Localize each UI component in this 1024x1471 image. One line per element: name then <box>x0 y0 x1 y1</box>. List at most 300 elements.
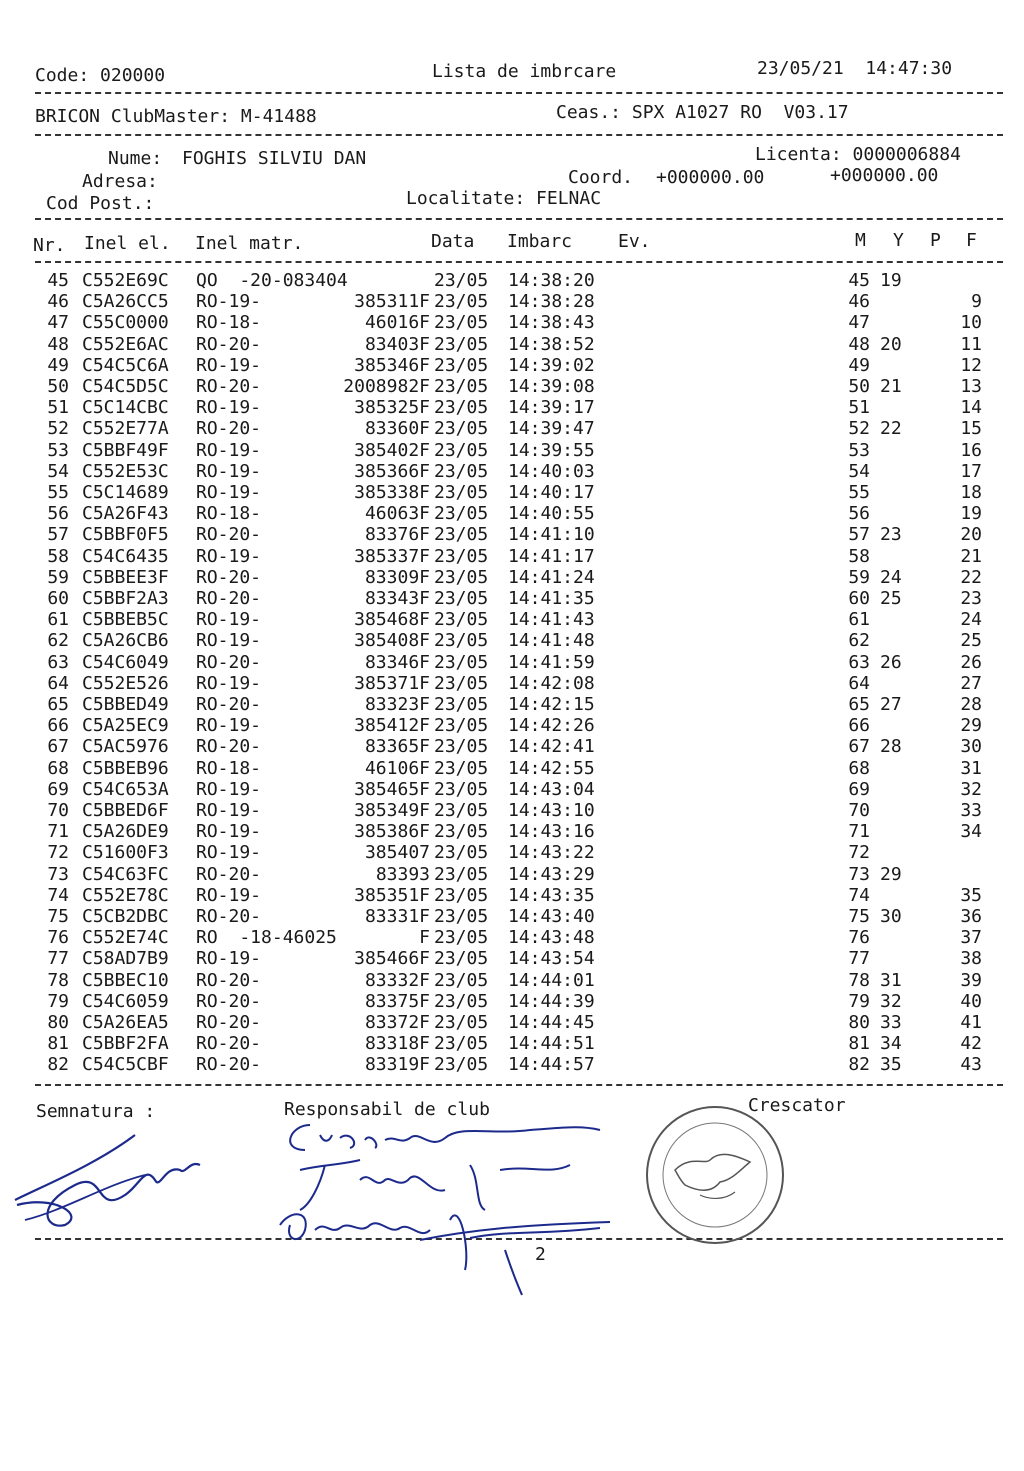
row-inel-el: C54C6435 <box>82 545 169 567</box>
table-row <box>0 482 1024 503</box>
table-row <box>0 546 1024 567</box>
row-date: 23/05 <box>434 1054 489 1076</box>
row-series: RO-20- <box>196 1033 262 1055</box>
row-time: 14:42:41 <box>508 736 595 758</box>
col-m: M <box>855 230 866 251</box>
license-number: Licenta: 0000006884 <box>755 144 961 165</box>
row-ring-number: 385386F <box>354 821 430 843</box>
table-row <box>0 630 1024 651</box>
row-series: RO-20- <box>196 863 262 885</box>
row-y: 22 <box>880 418 902 440</box>
row-m: 63 <box>848 651 870 673</box>
row-f: 36 <box>960 906 982 927</box>
row-f: 10 <box>960 312 982 334</box>
col-y: Y <box>893 230 904 251</box>
row-inel-el: C5A26EA5 <box>82 1012 169 1033</box>
row-time: 14:42:08 <box>508 672 595 694</box>
row-m: 51 <box>848 397 870 419</box>
row-nr: 45 <box>47 270 69 291</box>
row-nr: 67 <box>47 736 69 758</box>
row-nr: 73 <box>47 863 69 885</box>
table-row <box>0 948 1024 969</box>
row-ring-number: 385346F <box>354 354 430 376</box>
row-f: 15 <box>960 418 982 440</box>
row-time: 14:43:40 <box>508 906 595 927</box>
page-number: 2 <box>535 1244 546 1265</box>
row-ring-number: 385466F <box>354 948 430 970</box>
row-nr: 47 <box>47 312 69 334</box>
row-f: 35 <box>960 884 982 906</box>
row-nr: 63 <box>47 651 69 673</box>
row-nr: 49 <box>47 354 69 376</box>
row-m: 73 <box>848 863 870 885</box>
row-ring-number: 385412F <box>354 715 430 737</box>
row-f: 40 <box>960 990 982 1012</box>
row-series: RO-19- <box>196 397 262 419</box>
row-nr: 81 <box>47 1033 69 1055</box>
row-date: 23/05 <box>434 821 489 843</box>
row-m: 82 <box>848 1054 870 1076</box>
row-nr: 78 <box>47 969 69 991</box>
row-date: 23/05 <box>434 969 489 991</box>
row-series: RO-20- <box>196 588 262 609</box>
row-date: 23/05 <box>434 270 489 291</box>
row-date: 23/05 <box>434 376 489 397</box>
row-inel-el: C5A25EC9 <box>82 715 169 737</box>
row-date: 23/05 <box>434 609 489 631</box>
row-nr: 70 <box>47 800 69 821</box>
row-m: 53 <box>848 439 870 461</box>
table-row <box>0 1033 1024 1054</box>
row-time: 14:39:02 <box>508 354 595 376</box>
row-inel-el: C54C5C6A <box>82 354 169 376</box>
row-nr: 75 <box>47 906 69 927</box>
row-inel-el: C552E78C <box>82 884 169 906</box>
table-row <box>0 1054 1024 1075</box>
row-inel-el: C54C6059 <box>82 990 169 1012</box>
col-imbarc: Imbarc <box>507 231 573 252</box>
row-time: 14:43:04 <box>508 778 595 800</box>
divider <box>35 218 1003 220</box>
row-series: RO-20- <box>196 651 262 673</box>
row-time: 14:43:35 <box>508 884 595 906</box>
row-time: 14:44:39 <box>508 990 595 1012</box>
row-date: 23/05 <box>434 715 489 737</box>
row-date: 23/05 <box>434 672 489 694</box>
row-ring-number: 385349F <box>354 800 430 821</box>
row-series: QO -20-083404 <box>196 270 348 291</box>
row-series: RO-20- <box>196 524 262 546</box>
col-inel-matr: Inel matr. <box>195 233 304 254</box>
row-f: 14 <box>960 397 982 419</box>
row-ring-number: 385337F <box>354 545 430 567</box>
row-ring-number: 46016F <box>364 312 430 334</box>
row-time: 14:39:47 <box>508 418 595 440</box>
table-row <box>0 291 1024 312</box>
table-row <box>0 270 1024 291</box>
clock-id: Ceas.: SPX A1027 RO V03.17 <box>556 102 849 123</box>
row-series: RO-19- <box>196 482 262 503</box>
row-series: RO -18-46025 <box>196 927 337 949</box>
row-series: RO-20- <box>196 566 262 588</box>
row-nr: 62 <box>47 630 69 652</box>
row-m: 50 <box>848 376 870 397</box>
row-inel-el: C5A26DE9 <box>82 821 169 843</box>
row-inel-el: C5A26CB6 <box>82 630 169 652</box>
row-date: 23/05 <box>434 1033 489 1055</box>
coord-latitude: +000000.00 <box>656 167 765 188</box>
row-ring-number: 46106F <box>364 757 430 779</box>
row-m: 72 <box>848 842 870 864</box>
col-inel-el: Inel el. <box>84 233 171 254</box>
row-series: RO-20- <box>196 969 262 991</box>
row-ring-number: 83319F <box>364 1054 430 1076</box>
table-row <box>0 736 1024 757</box>
row-inel-el: C5BBF2A3 <box>82 588 169 609</box>
row-date: 23/05 <box>434 906 489 927</box>
row-f: 11 <box>960 333 982 355</box>
row-inel-el: C552E6AC <box>82 333 169 355</box>
row-f: 18 <box>960 482 982 503</box>
table-row <box>0 503 1024 524</box>
row-date: 23/05 <box>434 291 489 313</box>
row-ring-number: 83309F <box>364 566 430 588</box>
col-nr: Nr. <box>33 235 66 256</box>
locality: Localitate: FELNAC <box>406 188 602 209</box>
row-f: 16 <box>960 439 982 461</box>
club-responsible-signatures <box>270 1110 630 1300</box>
table-row <box>0 821 1024 842</box>
row-ring-number: 83393 <box>375 863 430 885</box>
clubmaster-id: BRICON ClubMaster: M-41488 <box>35 106 317 127</box>
row-ring-number: 385325F <box>354 397 430 419</box>
row-f: 29 <box>960 715 982 737</box>
row-f: 13 <box>960 376 982 397</box>
row-nr: 59 <box>47 566 69 588</box>
row-f: 19 <box>960 503 982 525</box>
row-m: 59 <box>848 566 870 588</box>
row-series: RO-19- <box>196 545 262 567</box>
row-inel-el: C5AC5976 <box>82 736 169 758</box>
col-ev: Ev. <box>618 231 651 252</box>
row-inel-el: C5BBF2FA <box>82 1033 169 1055</box>
table-row <box>0 927 1024 948</box>
row-time: 14:39:08 <box>508 376 595 397</box>
row-nr: 65 <box>47 694 69 715</box>
table-row <box>0 842 1024 863</box>
row-time: 14:42:55 <box>508 757 595 779</box>
row-ring-number: 385351F <box>354 884 430 906</box>
row-nr: 76 <box>47 927 69 949</box>
row-m: 71 <box>848 821 870 843</box>
row-m: 49 <box>848 354 870 376</box>
owner-name: FOGHIS SILVIU DAN <box>182 148 367 169</box>
row-series: RO-20- <box>196 736 262 758</box>
row-series: RO-20- <box>196 333 262 355</box>
row-time: 14:43:10 <box>508 800 595 821</box>
row-m: 54 <box>848 460 870 482</box>
coord-label: Coord. <box>568 167 634 188</box>
row-y: 24 <box>880 566 902 588</box>
code-label: Code: 020000 <box>35 65 166 86</box>
table-row <box>0 312 1024 333</box>
print-datetime: 23/05/21 14:47:30 <box>757 58 953 79</box>
table-row <box>0 991 1024 1012</box>
row-nr: 50 <box>47 376 69 397</box>
row-series: RO-20- <box>196 906 262 927</box>
row-date: 23/05 <box>434 927 489 949</box>
row-f: 27 <box>960 672 982 694</box>
row-m: 65 <box>848 694 870 715</box>
row-series: RO-20- <box>196 1054 262 1076</box>
row-nr: 55 <box>47 482 69 503</box>
row-series: RO-19- <box>196 715 262 737</box>
row-ring-number: 385371F <box>354 672 430 694</box>
table-row <box>0 970 1024 991</box>
table-row <box>0 334 1024 355</box>
row-m: 68 <box>848 757 870 779</box>
row-f: 22 <box>960 566 982 588</box>
divider <box>35 261 1003 263</box>
table-row <box>0 397 1024 418</box>
row-m: 67 <box>848 736 870 758</box>
row-m: 57 <box>848 524 870 546</box>
row-ring-number: 385407 <box>364 842 430 864</box>
row-m: 69 <box>848 778 870 800</box>
row-f: 38 <box>960 948 982 970</box>
row-series: RO-18- <box>196 312 262 334</box>
row-time: 14:43:29 <box>508 863 595 885</box>
row-date: 23/05 <box>434 312 489 334</box>
row-nr: 53 <box>47 439 69 461</box>
row-date: 23/05 <box>434 800 489 821</box>
row-inel-el: C5BBEB5C <box>82 609 169 631</box>
row-nr: 77 <box>47 948 69 970</box>
row-f: 9 <box>971 291 982 313</box>
row-f: 39 <box>960 969 982 991</box>
row-ring-number: 83365F <box>364 736 430 758</box>
row-inel-el: C5BBED6F <box>82 800 169 821</box>
row-f: 20 <box>960 524 982 546</box>
club-stamp <box>640 1100 790 1250</box>
row-nr: 61 <box>47 609 69 631</box>
row-nr: 74 <box>47 884 69 906</box>
table-row <box>0 864 1024 885</box>
row-m: 58 <box>848 545 870 567</box>
row-m: 79 <box>848 990 870 1012</box>
row-ring-number: 385311F <box>354 291 430 313</box>
row-f: 41 <box>960 1012 982 1033</box>
row-time: 14:43:16 <box>508 821 595 843</box>
row-nr: 72 <box>47 842 69 864</box>
table-row <box>0 673 1024 694</box>
row-f: 43 <box>960 1054 982 1076</box>
row-ring-number: 46063F <box>364 503 430 525</box>
row-date: 23/05 <box>434 884 489 906</box>
row-nr: 64 <box>47 672 69 694</box>
row-time: 14:41:10 <box>508 524 595 546</box>
row-nr: 56 <box>47 503 69 525</box>
row-ring-number: F <box>419 927 430 949</box>
row-f: 21 <box>960 545 982 567</box>
row-date: 23/05 <box>434 333 489 355</box>
table-row <box>0 567 1024 588</box>
row-time: 14:41:35 <box>508 588 595 609</box>
row-date: 23/05 <box>434 503 489 525</box>
row-y: 31 <box>880 969 902 991</box>
row-date: 23/05 <box>434 482 489 503</box>
row-ring-number: 83376F <box>364 524 430 546</box>
table-row <box>0 779 1024 800</box>
table-row <box>0 694 1024 715</box>
row-f: 30 <box>960 736 982 758</box>
row-f: 28 <box>960 694 982 715</box>
row-nr: 69 <box>47 778 69 800</box>
row-m: 70 <box>848 800 870 821</box>
row-date: 23/05 <box>434 842 489 864</box>
row-ring-number: 83331F <box>364 906 430 927</box>
row-y: 29 <box>880 863 902 885</box>
row-series: RO-19- <box>196 778 262 800</box>
row-time: 14:38:43 <box>508 312 595 334</box>
row-y: 35 <box>880 1054 902 1076</box>
row-time: 14:39:17 <box>508 397 595 419</box>
row-m: 46 <box>848 291 870 313</box>
row-f: 12 <box>960 354 982 376</box>
row-inel-el: C552E77A <box>82 418 169 440</box>
row-y: 32 <box>880 990 902 1012</box>
document-title: Lista de imbrcare <box>432 61 617 82</box>
divider <box>35 1084 1003 1086</box>
row-series: RO-19- <box>196 884 262 906</box>
row-inel-el: C5A26F43 <box>82 503 169 525</box>
table-row <box>0 418 1024 439</box>
row-nr: 71 <box>47 821 69 843</box>
row-m: 75 <box>848 906 870 927</box>
row-time: 14:42:26 <box>508 715 595 737</box>
row-series: RO-19- <box>196 821 262 843</box>
row-inel-el: C552E526 <box>82 672 169 694</box>
row-y: 26 <box>880 651 902 673</box>
table-row <box>0 758 1024 779</box>
row-y: 28 <box>880 736 902 758</box>
row-m: 64 <box>848 672 870 694</box>
row-inel-el: C552E69C <box>82 270 169 291</box>
row-m: 81 <box>848 1033 870 1055</box>
row-series: RO-20- <box>196 694 262 715</box>
row-f: 24 <box>960 609 982 631</box>
row-f: 26 <box>960 651 982 673</box>
row-time: 14:40:17 <box>508 482 595 503</box>
row-f: 17 <box>960 460 982 482</box>
row-series: RO-18- <box>196 503 262 525</box>
row-time: 14:43:22 <box>508 842 595 864</box>
divider <box>35 92 1003 94</box>
row-ring-number: 83343F <box>364 588 430 609</box>
col-data: Data <box>431 231 475 252</box>
row-date: 23/05 <box>434 588 489 609</box>
row-date: 23/05 <box>434 524 489 546</box>
row-f: 32 <box>960 778 982 800</box>
row-time: 14:43:48 <box>508 927 595 949</box>
row-date: 23/05 <box>434 757 489 779</box>
divider <box>35 134 1003 136</box>
row-m: 76 <box>848 927 870 949</box>
row-inel-el: C5A26CC5 <box>82 291 169 313</box>
row-inel-el: C54C5D5C <box>82 376 169 397</box>
row-series: RO-19- <box>196 630 262 652</box>
row-y: 21 <box>880 376 902 397</box>
row-time: 14:41:43 <box>508 609 595 631</box>
row-f: 31 <box>960 757 982 779</box>
row-time: 14:38:28 <box>508 291 595 313</box>
row-inel-el: C552E74C <box>82 927 169 949</box>
row-ring-number: 2008982F <box>343 376 430 397</box>
row-time: 14:42:15 <box>508 694 595 715</box>
row-inel-el: C552E53C <box>82 460 169 482</box>
row-inel-el: C5BBF49F <box>82 439 169 461</box>
row-inel-el: C5BBEB96 <box>82 757 169 779</box>
name-label: Nume: <box>108 148 163 169</box>
row-series: RO-19- <box>196 842 262 864</box>
row-nr: 80 <box>47 1012 69 1033</box>
postcode-label: Cod Post.: <box>46 193 155 214</box>
row-time: 14:39:55 <box>508 439 595 461</box>
row-f: 33 <box>960 800 982 821</box>
row-date: 23/05 <box>434 545 489 567</box>
row-y: 34 <box>880 1033 902 1055</box>
row-date: 23/05 <box>434 354 489 376</box>
row-inel-el: C5C14689 <box>82 482 169 503</box>
col-p: P <box>930 230 941 251</box>
table-row <box>0 800 1024 821</box>
row-date: 23/05 <box>434 566 489 588</box>
row-nr: 66 <box>47 715 69 737</box>
row-ring-number: 83323F <box>364 694 430 715</box>
table-row <box>0 652 1024 673</box>
row-date: 23/05 <box>434 778 489 800</box>
row-time: 14:43:54 <box>508 948 595 970</box>
row-ring-number: 83346F <box>364 651 430 673</box>
row-f: 23 <box>960 588 982 609</box>
table-row <box>0 715 1024 736</box>
row-ring-number: 83375F <box>364 990 430 1012</box>
table-row <box>0 906 1024 927</box>
row-inel-el: C5CB2DBC <box>82 906 169 927</box>
row-series: RO-20- <box>196 376 262 397</box>
row-ring-number: 83318F <box>364 1033 430 1055</box>
row-inel-el: C5BBED49 <box>82 694 169 715</box>
row-series: RO-19- <box>196 609 262 631</box>
row-time: 14:41:48 <box>508 630 595 652</box>
row-date: 23/05 <box>434 990 489 1012</box>
row-y: 23 <box>880 524 902 546</box>
table-row <box>0 524 1024 545</box>
row-series: RO-19- <box>196 439 262 461</box>
row-ring-number: 83403F <box>364 333 430 355</box>
coord-longitude: +000000.00 <box>830 165 939 186</box>
row-time: 14:40:55 <box>508 503 595 525</box>
row-m: 62 <box>848 630 870 652</box>
table-row <box>0 1012 1024 1033</box>
row-time: 14:44:57 <box>508 1054 595 1076</box>
row-ring-number: 83372F <box>364 1012 430 1033</box>
row-nr: 58 <box>47 545 69 567</box>
row-time: 14:41:59 <box>508 651 595 673</box>
row-nr: 54 <box>47 460 69 482</box>
row-date: 23/05 <box>434 694 489 715</box>
row-time: 14:44:45 <box>508 1012 595 1033</box>
